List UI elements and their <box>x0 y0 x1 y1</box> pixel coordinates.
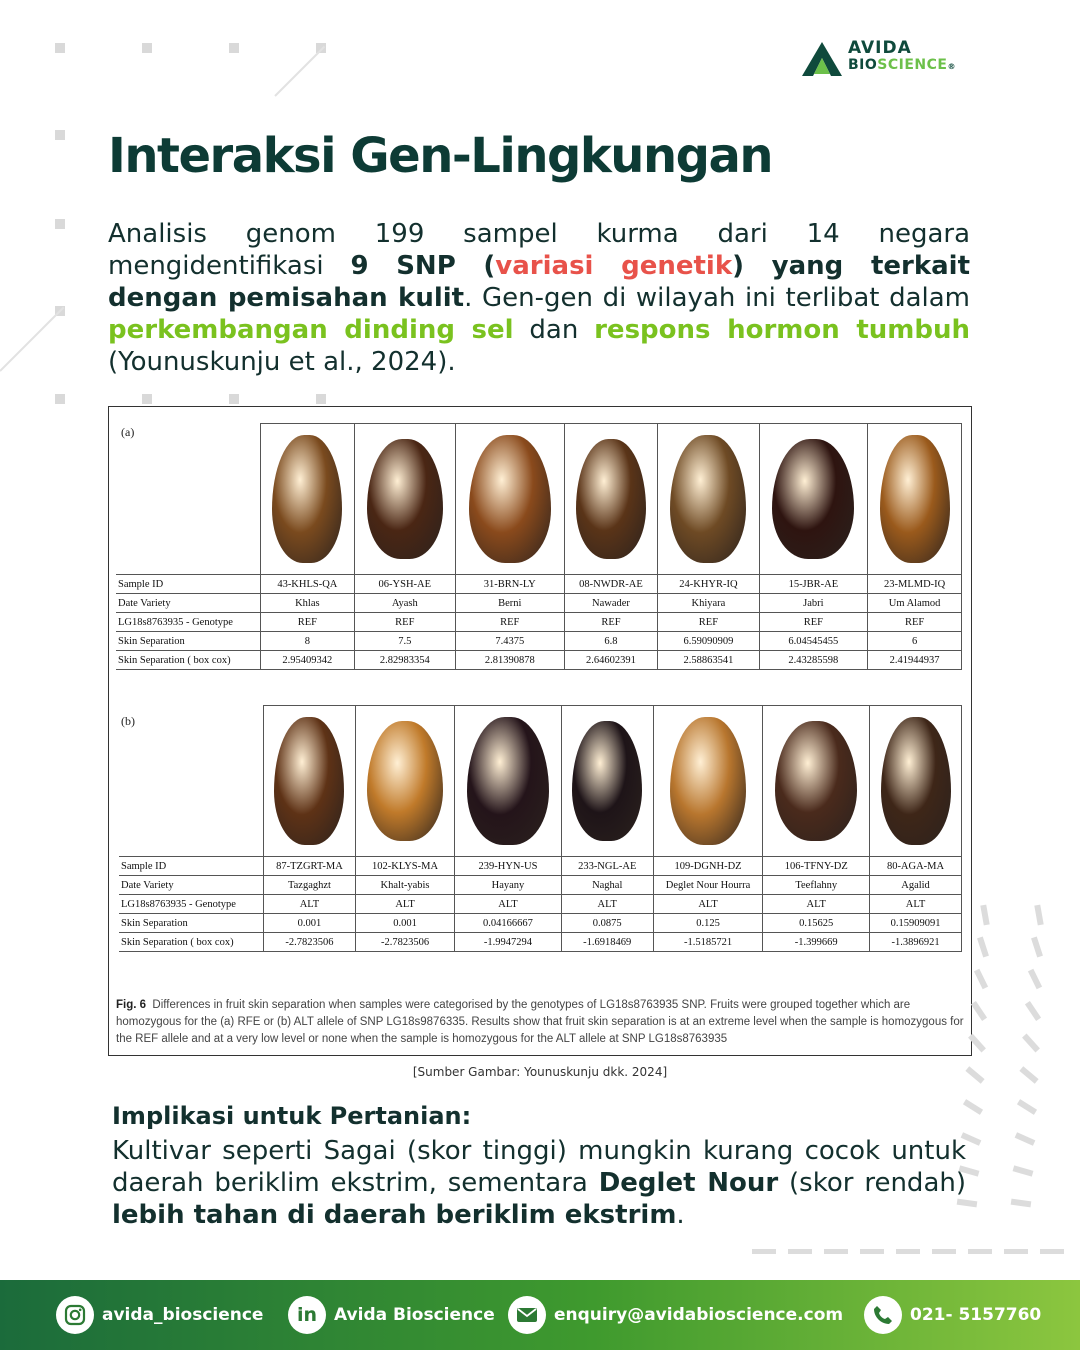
decor-dash <box>1011 1199 1032 1208</box>
table-cell: Khlas <box>261 594 355 613</box>
instagram-handle: avida_bioscience <box>102 1305 264 1325</box>
table-cell: 239-HYN-US <box>455 857 562 876</box>
decor-dash <box>1040 1249 1064 1254</box>
table-cell: -1.3896921 <box>870 933 962 952</box>
linkedin-icon: in <box>288 1296 326 1334</box>
mail-icon <box>508 1296 546 1334</box>
decor-dash <box>788 1249 812 1254</box>
table-cell: 2.64602391 <box>564 651 658 670</box>
table-cell: Khiyara <box>658 594 759 613</box>
table-cell: REF <box>759 613 868 632</box>
table-cell: 8 <box>261 632 355 651</box>
date-fruit-photo <box>274 717 344 845</box>
table-cell: 0.15625 <box>763 914 870 933</box>
date-fruit-photo <box>670 435 746 563</box>
table-cell: 2.95409342 <box>261 651 355 670</box>
row-label: Sample ID <box>119 857 264 876</box>
fruit-image-cell <box>870 706 962 857</box>
implications-text: Kultivar seperti Sagai (skor tinggi) mungkin kurang cocok untuk daerah beriklim ekstrim, sementara Deglet Nour (skor rendah) lebih tahan di daerah beriklim ekstrim. <box>112 1136 966 1230</box>
decor-dash <box>860 1249 884 1254</box>
decor-square <box>229 43 239 53</box>
decor-dash <box>980 905 989 926</box>
date-fruit-photo <box>367 721 443 841</box>
date-fruit-photo <box>775 721 857 841</box>
table-cell: ALT <box>455 895 562 914</box>
decor-dash <box>1022 1034 1040 1053</box>
table-cell: 06-YSH-AE <box>354 575 455 594</box>
table-row <box>119 933 962 952</box>
table-cell: -2.7823506 <box>264 933 356 952</box>
fruit-image-cell <box>455 424 564 575</box>
table-cell: REF <box>354 613 455 632</box>
row-label: Skin Separation ( box cox) <box>116 651 261 670</box>
table-cell: REF <box>564 613 658 632</box>
decor-dash <box>1031 937 1043 958</box>
table-cell: 0.15909091 <box>870 914 962 933</box>
decor-dash <box>963 1099 983 1115</box>
panel-b-table <box>119 705 962 952</box>
phone-icon <box>864 1296 902 1334</box>
table-cell: 6.59090909 <box>658 632 759 651</box>
date-fruit-photo <box>272 435 342 563</box>
table-cell: Jabri <box>759 594 868 613</box>
date-fruit-photo <box>881 717 951 845</box>
email-address: enquiry@avidabioscience.com <box>554 1305 844 1325</box>
date-fruit-photo <box>467 717 549 845</box>
table-cell: ALT <box>264 895 356 914</box>
decor-square <box>142 394 152 404</box>
table-cell: Hayany <box>455 876 562 895</box>
table-cell: Khalt-yabis <box>355 876 454 895</box>
decor-dash <box>977 937 989 958</box>
table-cell: -1.5185721 <box>653 933 763 952</box>
table-cell: 2.43285598 <box>759 651 868 670</box>
date-fruit-photo <box>880 435 950 563</box>
row-label: Date Variety <box>119 876 264 895</box>
table-cell: 31-BRN-LY <box>455 575 564 594</box>
table-cell: 0.001 <box>355 914 454 933</box>
table-cell: REF <box>868 613 962 632</box>
table-row <box>119 876 962 895</box>
fruit-image-cell <box>653 706 763 857</box>
avida-mark-icon <box>800 40 844 78</box>
fruit-image-cell <box>868 424 962 575</box>
decor-dash <box>1034 905 1043 926</box>
decor-dash <box>974 969 988 990</box>
table-cell: ALT <box>870 895 962 914</box>
fruit-image-cell <box>564 424 658 575</box>
decor-dash <box>932 1249 956 1254</box>
decor-dash <box>752 1249 776 1254</box>
fruit-image-cell <box>561 706 653 857</box>
table-cell: -2.7823506 <box>355 933 454 952</box>
table-row <box>116 651 962 670</box>
fruit-image-cell <box>658 424 759 575</box>
table-cell: 233-NGL-AE <box>561 857 653 876</box>
table-cell: 102-KLYS-MA <box>355 857 454 876</box>
date-fruit-photo <box>670 717 746 845</box>
table-cell: ALT <box>355 895 454 914</box>
table-cell: -1.6918469 <box>561 933 653 952</box>
table-cell: REF <box>261 613 355 632</box>
table-cell: 80-AGA-MA <box>870 857 962 876</box>
decor-square <box>55 130 65 140</box>
row-label: Date Variety <box>116 594 261 613</box>
panel-a-table <box>116 423 962 670</box>
table-cell: 08-NWDR-AE <box>564 575 658 594</box>
table-cell: 2.81390878 <box>455 651 564 670</box>
decor-dash <box>1017 1099 1037 1115</box>
table-cell: 6.04545455 <box>759 632 868 651</box>
table-cell: ALT <box>653 895 763 914</box>
table-cell: 15-JBR-AE <box>759 575 868 594</box>
row-label: Skin Separation <box>119 914 264 933</box>
decor-dash <box>1013 1165 1034 1176</box>
instagram-icon <box>56 1296 94 1334</box>
decor-dash <box>971 1001 987 1021</box>
table-row <box>116 632 962 651</box>
table-cell: -1.399669 <box>763 933 870 952</box>
table-cell: 7.5 <box>354 632 455 651</box>
table-cell: 24-KHYR-IQ <box>658 575 759 594</box>
decor-line <box>0 307 64 372</box>
linkedin-link[interactable] <box>288 1296 495 1334</box>
date-fruit-photo <box>772 439 854 559</box>
page-title: Interaksi Gen-Lingkungan <box>108 128 773 184</box>
implications-title: Implikasi untuk Pertanian: <box>112 1102 472 1130</box>
decor-dash <box>1025 1001 1041 1021</box>
figure-caption: Fig. 6 Differences in fruit skin separation when samples were categorised by the genotypes of LG18s8763935 SNP. Fruits were grouped together which are homozygous for the (a) RFE or (b) ALT allele of SNP LG18s9876335. Results show that fruit skin separation is at an extreme level when the sample is homozygous for the REF allele and at a very low level or none when the sample is homozygous for the ALT allele at SNP LG18s8763935 <box>116 999 964 1045</box>
table-cell: ALT <box>763 895 870 914</box>
table-cell: 43-KHLS-QA <box>261 575 355 594</box>
decor-dash <box>824 1249 848 1254</box>
footer-bar <box>0 1280 1080 1350</box>
table-row <box>116 594 962 613</box>
table-cell: Naghal <box>561 876 653 895</box>
decor-square <box>316 394 326 404</box>
panel-b-label: (b) <box>121 714 135 728</box>
table-cell: 2.41944937 <box>868 651 962 670</box>
image-source: [Sumber Gambar: Younuskunju dkk. 2024] <box>412 1065 668 1079</box>
decor-square <box>55 43 65 53</box>
table-cell: 106-TFNY-DZ <box>763 857 870 876</box>
table-cell: Nawader <box>564 594 658 613</box>
table-cell: 0.001 <box>264 914 356 933</box>
table-row <box>119 895 962 914</box>
panel-a-label: (a) <box>121 425 135 439</box>
table-cell: 0.0875 <box>561 914 653 933</box>
row-label: LG18s8763935 - Genotype <box>119 895 264 914</box>
table-cell: Teeflahny <box>763 876 870 895</box>
table-cell: 7.4375 <box>455 632 564 651</box>
table-cell: 2.82983354 <box>354 651 455 670</box>
brand-name-line2: BIOSCIENCE® <box>848 57 956 73</box>
phone-link[interactable] <box>864 1296 1041 1334</box>
fruit-image-cell <box>264 706 356 857</box>
decor-dash <box>1004 1249 1028 1254</box>
decor-square <box>55 219 65 229</box>
table-row <box>116 613 962 632</box>
fruit-image-cell <box>759 424 868 575</box>
table-cell: Berni <box>455 594 564 613</box>
email-link[interactable] <box>508 1296 843 1334</box>
fruit-image-cell <box>261 424 355 575</box>
table-cell: 0.125 <box>653 914 763 933</box>
table-cell: REF <box>455 613 564 632</box>
date-fruit-photo <box>576 439 646 559</box>
intro-paragraph: Analisis genom 199 sampel kurma dari 14 negara mengidentifikasi 9 SNP (variasi genetik) yang terkait dengan pemisahan kulit. Gen-gen di wilayah ini terlibat dalam perkembangan dinding sel dan respons hormon tumbuh (Younuskunju et al., 2024). <box>108 219 971 377</box>
table-cell: Agalid <box>870 876 962 895</box>
fruit-image-cell <box>763 706 870 857</box>
row-label: Sample ID <box>116 575 261 594</box>
date-fruit-photo <box>572 721 642 841</box>
decor-dash <box>968 1249 992 1254</box>
table-cell: 23-MLMD-IQ <box>868 575 962 594</box>
date-fruit-photo <box>367 439 443 559</box>
table-cell: Um Alamod <box>868 594 962 613</box>
table-cell: 87-TZGRT-MA <box>264 857 356 876</box>
research-figure <box>108 406 972 1056</box>
table-cell: 6.8 <box>564 632 658 651</box>
decor-square <box>229 394 239 404</box>
linkedin-name: Avida Bioscience <box>334 1305 495 1325</box>
table-row <box>119 914 962 933</box>
brand-logo <box>800 40 990 80</box>
table-row <box>119 857 962 876</box>
row-label: LG18s8763935 - Genotype <box>116 613 261 632</box>
row-label: Skin Separation ( box cox) <box>119 933 264 952</box>
instagram-link[interactable] <box>56 1296 263 1334</box>
brand-name-line1: AVIDA <box>848 38 912 58</box>
table-cell: -1.9947294 <box>455 933 562 952</box>
date-fruit-photo <box>469 435 551 563</box>
decor-square <box>142 43 152 53</box>
row-label: Skin Separation <box>116 632 261 651</box>
decor-square <box>55 394 65 404</box>
fruit-image-cell <box>355 706 454 857</box>
table-cell: Ayash <box>354 594 455 613</box>
decor-dash <box>1015 1132 1036 1146</box>
fruit-image-cell <box>455 706 562 857</box>
decor-line <box>274 46 325 97</box>
brand-name <box>848 40 956 75</box>
decor-dash <box>1028 969 1042 990</box>
decor-dash <box>896 1249 920 1254</box>
phone-number: 021- 5157760 <box>910 1305 1042 1325</box>
table-cell: 2.58863541 <box>658 651 759 670</box>
table-cell: 6 <box>868 632 962 651</box>
table-cell: ALT <box>561 895 653 914</box>
table-row <box>116 575 962 594</box>
table-cell: REF <box>658 613 759 632</box>
table-cell: 0.04166667 <box>455 914 562 933</box>
table-cell: Tazgaghzt <box>264 876 356 895</box>
table-cell: Deglet Nour Hourra <box>653 876 763 895</box>
table-cell: 109-DGNH-DZ <box>653 857 763 876</box>
fruit-image-cell <box>354 424 455 575</box>
